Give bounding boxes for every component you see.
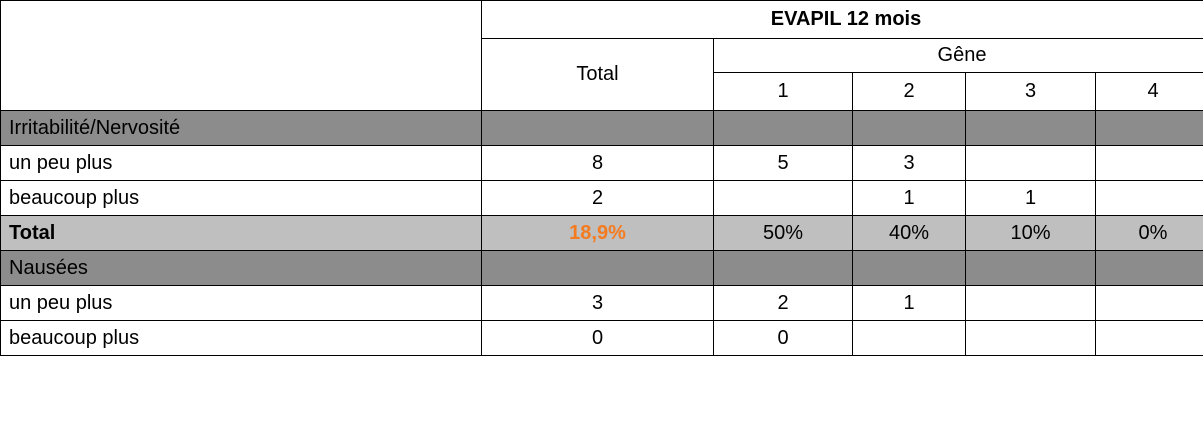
table-row xyxy=(1,146,1203,181)
table-row xyxy=(1,181,1203,216)
section-title: Irritabilité/Nervosité xyxy=(1,111,482,146)
section-row xyxy=(1,251,1203,286)
group-title: EVAPIL 12 mois xyxy=(482,1,1203,39)
gene-cell-4 xyxy=(1096,286,1203,321)
gene-cell-2: 1 xyxy=(853,181,966,216)
section-cell xyxy=(853,251,966,286)
gene-cell-2 xyxy=(853,321,966,356)
total-cell: 2 xyxy=(482,181,714,216)
gene-level-3: 3 xyxy=(966,73,1096,111)
total-cell: 3 xyxy=(482,286,714,321)
section-cell xyxy=(853,111,966,146)
section-cell xyxy=(714,251,853,286)
gene-level-2: 2 xyxy=(853,73,966,111)
section-cell xyxy=(1096,111,1203,146)
gene-level-1: 1 xyxy=(714,73,853,111)
section-title: Nausées xyxy=(1,251,482,286)
gene-percentage-1: 50% xyxy=(714,216,853,251)
gene-percentage-3: 10% xyxy=(966,216,1096,251)
section-cell xyxy=(482,251,714,286)
gene-cell-2: 1 xyxy=(853,286,966,321)
total-row-label: Total xyxy=(1,216,482,251)
gene-level-4: 4 xyxy=(1096,73,1203,111)
section-cell xyxy=(966,111,1096,146)
total-percentage: 18,9% xyxy=(482,216,714,251)
gene-cell-3 xyxy=(966,321,1096,356)
gene-cell-3 xyxy=(966,286,1096,321)
gene-column-header: Gêne xyxy=(714,39,1203,73)
total-column-header: Total xyxy=(482,39,714,111)
gene-cell-4 xyxy=(1096,146,1203,181)
gene-cell-4 xyxy=(1096,181,1203,216)
section-cell xyxy=(714,111,853,146)
gene-percentage-4: 0% xyxy=(1096,216,1203,251)
table-row xyxy=(1,321,1203,356)
gene-cell-1: 5 xyxy=(714,146,853,181)
row-label: beaucoup plus xyxy=(1,181,482,216)
section-cell xyxy=(966,251,1096,286)
gene-cell-1 xyxy=(714,181,853,216)
section-row xyxy=(1,111,1203,146)
row-label: un peu plus xyxy=(1,286,482,321)
gene-cell-3: 1 xyxy=(966,181,1096,216)
total-cell: 8 xyxy=(482,146,714,181)
gene-cell-1: 0 xyxy=(714,321,853,356)
row-label: un peu plus xyxy=(1,146,482,181)
stub-header-cell xyxy=(1,1,482,111)
section-cell xyxy=(482,111,714,146)
section-cell xyxy=(1096,251,1203,286)
total-row xyxy=(1,216,1203,251)
table-row xyxy=(1,286,1203,321)
row-label: beaucoup plus xyxy=(1,321,482,356)
gene-cell-3 xyxy=(966,146,1096,181)
total-cell: 0 xyxy=(482,321,714,356)
header-row-group xyxy=(1,1,1203,39)
gene-cell-4 xyxy=(1096,321,1203,356)
gene-cell-1: 2 xyxy=(714,286,853,321)
gene-percentage-2: 40% xyxy=(853,216,966,251)
gene-cell-2: 3 xyxy=(853,146,966,181)
